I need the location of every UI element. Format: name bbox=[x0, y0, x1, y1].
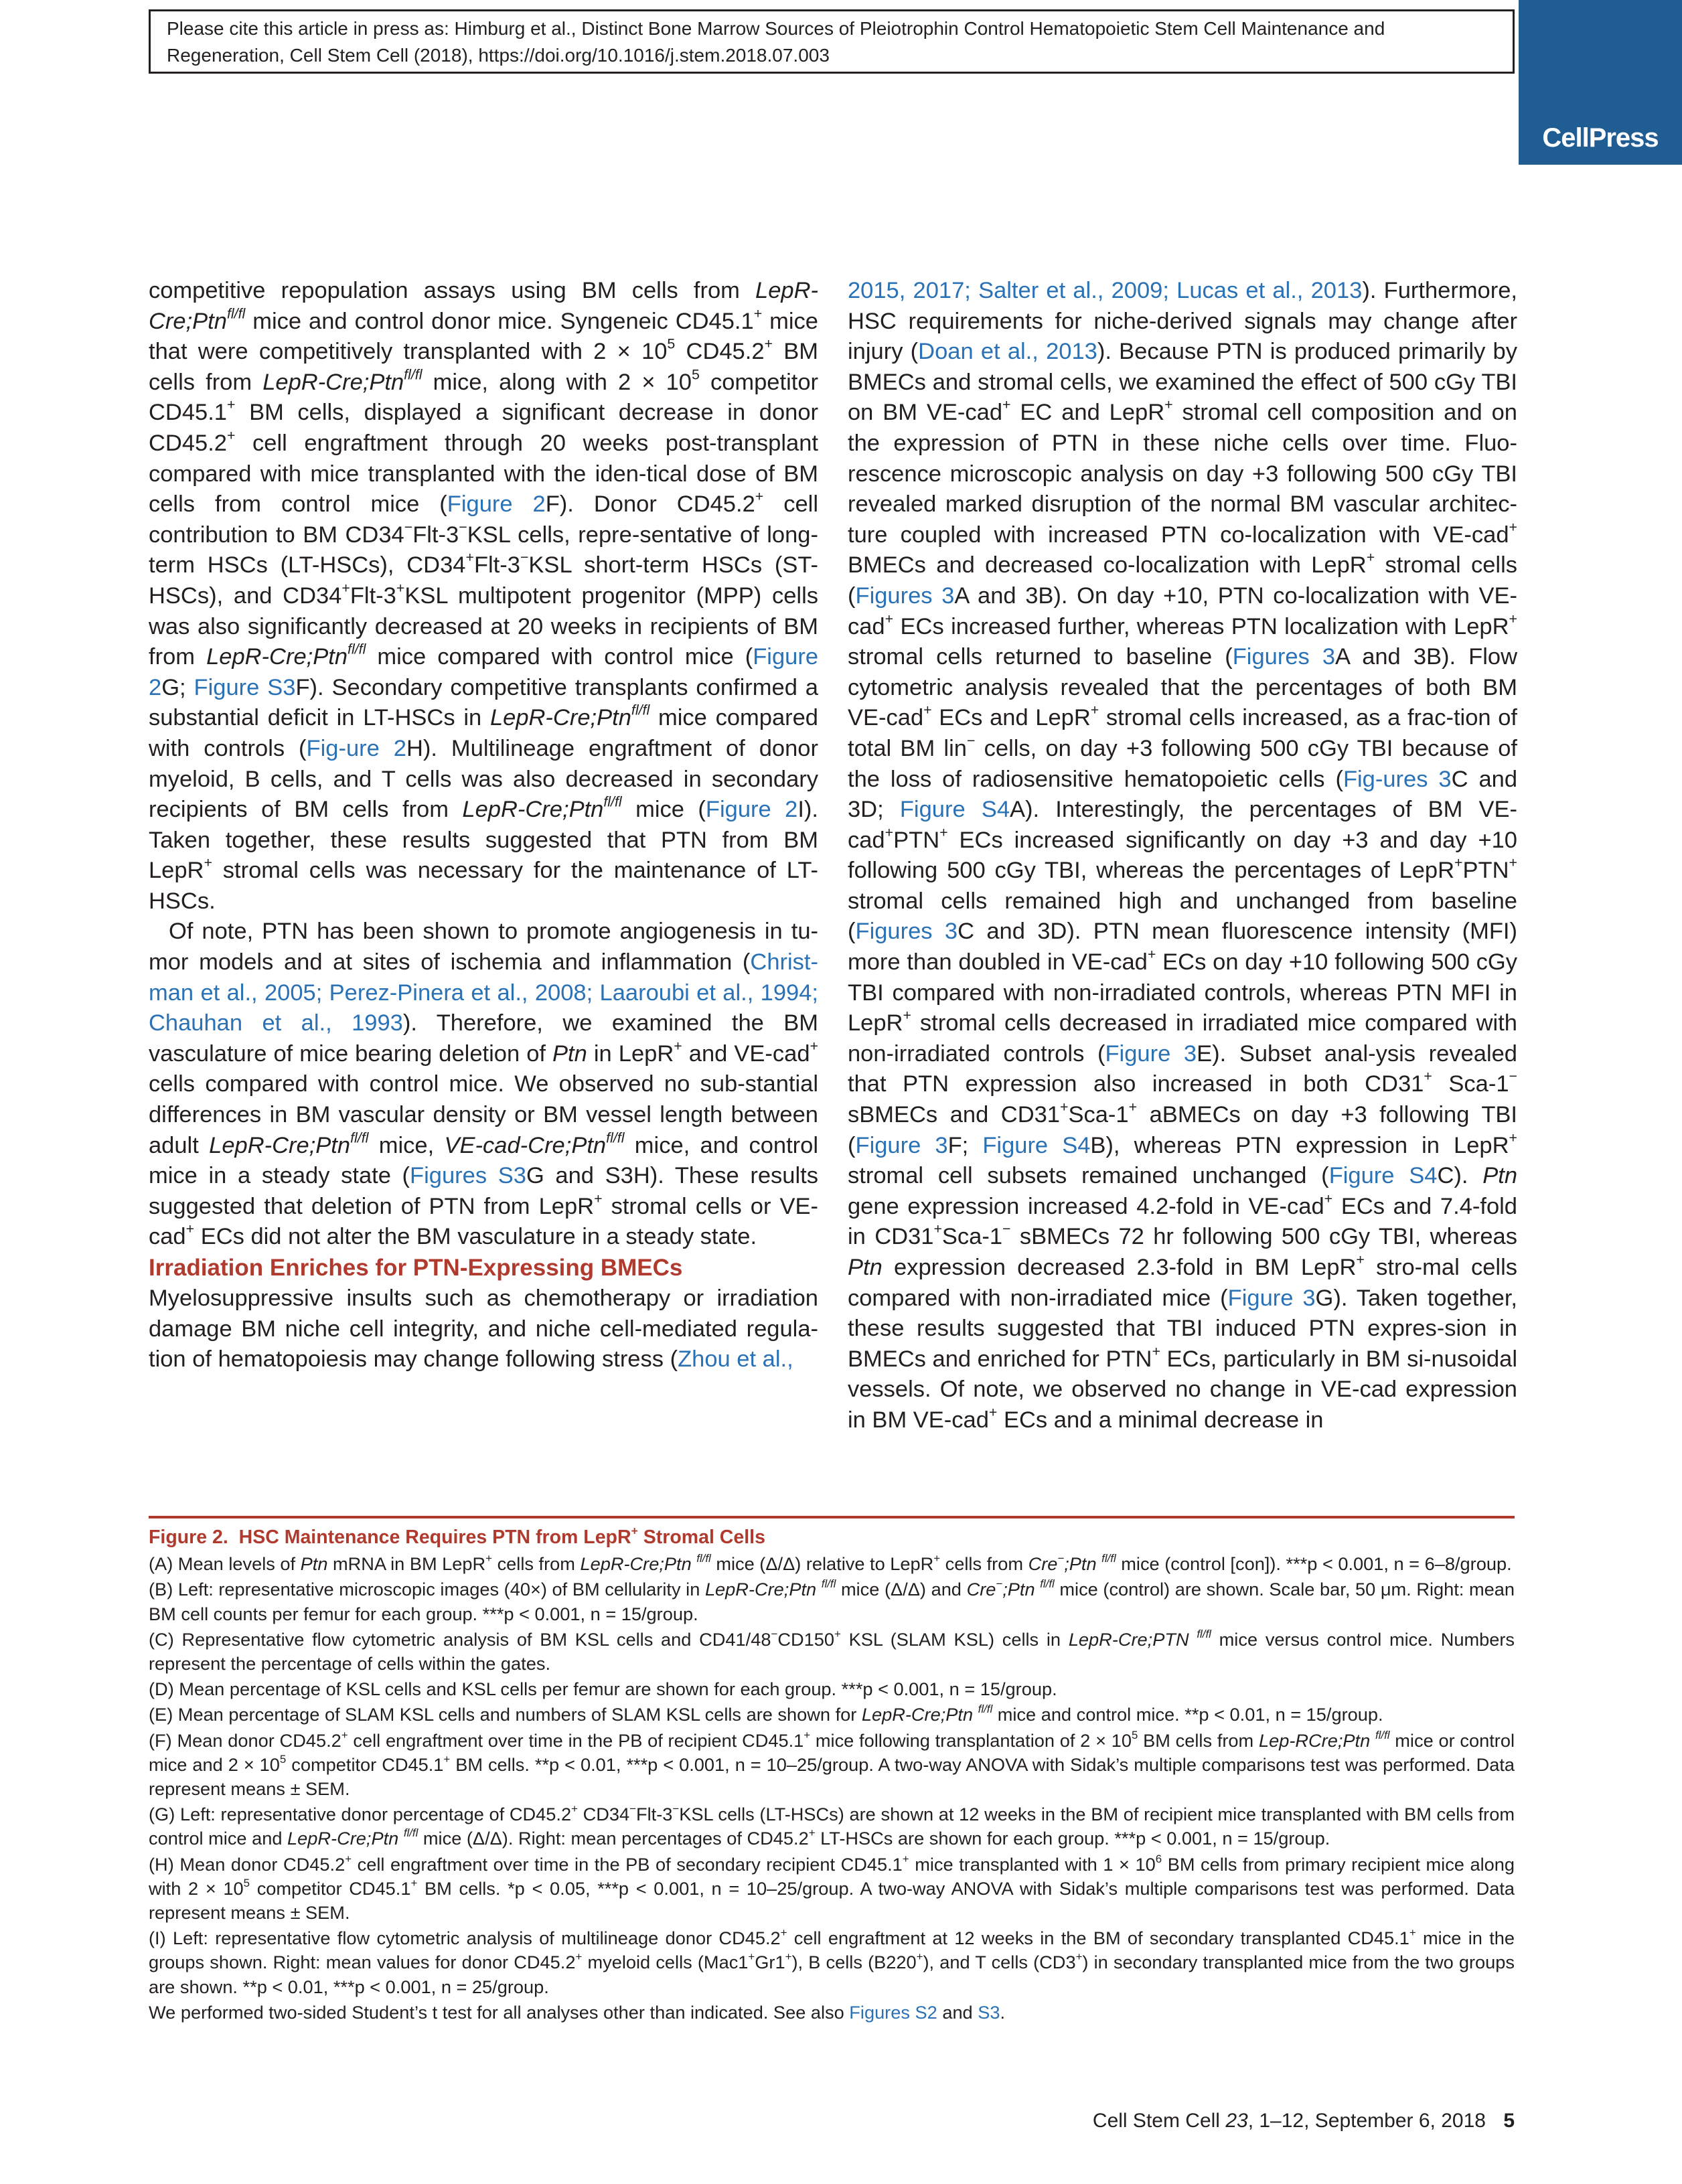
figure-link[interactable]: Figure 3 bbox=[1105, 1040, 1197, 1067]
figure-title: Figure 2. HSC Maintenance Requires PTN from LepR+ Stromal Cells bbox=[149, 1524, 765, 1548]
figure-link[interactable]: Figure 2 bbox=[447, 491, 546, 518]
figure-link[interactable]: Figures 3 bbox=[1232, 644, 1336, 670]
figure-link[interactable]: Figures 3 bbox=[855, 582, 955, 609]
reference-link[interactable]: Christ-man et al., 2005; Perez-Pinera et al., 2008; Laaroubi et al., 1994; Chauhan et al., 1993 bbox=[149, 949, 818, 1036]
pages-date: , 1–12, September 6, 2018 bbox=[1247, 2110, 1486, 2132]
paragraph: competitive repopulation assays using BM cells from LepR-Cre;Ptn$^{fl/fl}$ mice and control donor mice. Syngeneic CD45.1+ mice that were competitively transplanted with $2 \times 10^5$ CD45.2+ BM cells from LepR-Cre;Ptn$^{fl/fl}$ mice, along with $2 \times 10^5$ competitor CD45.1+ BM cells, displayed a significant decrease in donor CD45.2+ cell engraftment through 20 weeks post-transplant compared with mice transplanted with the iden-tical dose of BM cells from control mice (Figure 2F). Donor CD45.2+ cell contribution to BM CD34−Flt-3−KSL cells, repre-sentative of long-term HSCs (LT-HSCs), CD34+Flt-3−KSL short-term HSCs (ST-HSCs), and CD34+Flt-3+KSL multipotent progenitor (MPP) cells was also significantly decreased at 20 weeks in recipients of BM from LepR-Cre;Ptn$^{fl/fl}$ mice compared with control mice (Figure 2G; Figure S3F). Secondary competitive transplants confirmed a substantial deficit in LT-HSCs in LepR-Cre;Ptn$^{fl/fl}$ mice compared with controls (Fig-ure 2H). Multilineage engraftment of donor myeloid, B cells, and T cells was also decreased in secondary recipients of BM cells from LepR-Cre;Ptn$^{fl/fl}$ mice (Figure 2I). Taken together, these results suggested that PTN from BM LepR+ stromal cells was necessary for the maintenance of LT-HSCs. bbox=[149, 278, 819, 914]
reference-link[interactable]: Zhou et al., bbox=[678, 1346, 793, 1373]
figure-link[interactable]: Figure S4 bbox=[982, 1132, 1091, 1158]
paragraph: Of note, PTN has been shown to promote angiogenesis in tu-mor models and at sites of ischemia and inflammation (Christ-man et al., 2005; Perez-Pinera et al., 2008; Laaroubi et al., 1994; Chauhan et al., 1993). Therefore, we examined the BM vasculature of mice bearing deletion of Ptn in LepR+ and VE-cad+ cells compared with control mice. We observed no sub-stantial differences in BM vascular density or BM vessel length between adult LepR-Cre;Ptn$^{fl/fl}$ mice, VE-cad-Cre;Ptn$^{fl/fl}$ mice, and control mice in a steady state (Figures S3G and S3H). These results suggested that deletion of PTN from LepR+ stromal cells or VE-cad+ ECs did not alter the BM vasculature in a steady state. bbox=[149, 919, 819, 1250]
figure-link[interactable]: Fig-ures 3 bbox=[1343, 766, 1452, 792]
legend-panel-a: (A) Mean levels of Ptn mRNA in BM LepR+ cells from LepR-Cre;Ptn $^{fl/fl}$ mice (Δ/Δ) relative to LepR+ cells from Cre−;Ptn $^{fl/fl}$ mice (control [con]). ***p < 0.001, n = 6–8/group. bbox=[149, 1552, 1512, 1575]
legend-note: We performed two-sided Student’s t test for all analyses other than indicated. See also Figures S2 and S3. bbox=[149, 2001, 1006, 2023]
citation-line-2: Regeneration, Cell Stem Cell (2018), https://doi.org/10.1016/j.stem.2018.07.003 bbox=[167, 45, 830, 66]
section-heading: Irradiation Enriches for PTN-Expressing BMECs bbox=[149, 1255, 683, 1281]
page-footer bbox=[1093, 2108, 1515, 2134]
cellpress-logo bbox=[1519, 0, 1682, 165]
figure-link[interactable]: Figures 3 bbox=[855, 919, 958, 945]
figure-link[interactable]: Figures S3 bbox=[410, 1163, 526, 1189]
figure-link[interactable]: Figure 2 bbox=[149, 644, 819, 700]
legend-panel-b: (B) Left: representative microscopic images (40×) of BM cellularity in LepR-Cre;Ptn $^{fl/fl}$ mice (Δ/Δ) and Cre−;Ptn $^{fl/fl}$ mice (control) are shown. Scale bar, 50 μm. Right: mean BM cell counts per femur for each group. ***p < 0.001, n = 15/group. bbox=[149, 1577, 1515, 1624]
legend-panel-h: (H) Mean donor CD45.2+ cell engraftment over time in the PB of secondary recipient CD45.1+ mice transplanted with $1 \times 10^6$ BM cells from primary recipient mice along with $2 \times 10^5$ competitor CD45.1+ BM cells. *p < 0.05, ***p < 0.001, n = 10–25/group. A two-way ANOVA with Sidak’s multiple comparisons test was performed. Data represent means ± SEM. bbox=[149, 1852, 1515, 1924]
reference-link[interactable]: 2015, 2017; Salter et al., 2009; Lucas et al., 2013 bbox=[848, 278, 1363, 303]
reference-link[interactable]: Doan et al., 2013 bbox=[918, 339, 1097, 365]
body-column-left bbox=[149, 276, 818, 1375]
citation-box bbox=[149, 9, 1515, 74]
paragraph: Myelosuppressive insults such as chemotherapy or irradiation damage BM niche cell integrity, and niche cell-mediated regula-tion of hematopoiesis may change following stress (Zhou et al., bbox=[149, 1285, 818, 1373]
figure-link[interactable]: Figure S4 bbox=[899, 797, 1010, 823]
legend-panel-i: (I) Left: representative flow cytometric analysis of multilineage donor CD45.2+ cell engraftment at 12 weeks in the BM of secondary transplanted CD45.1+ mice in the groups shown. Right: mean values for donor CD45.2+ myeloid cells (Mac1+Gr1+), B cells (B220+), and T cells (CD3+) in secondary transplanted mice from the two groups are shown. **p < 0.01, ***p < 0.001, n = 25/group. bbox=[149, 1926, 1515, 1997]
figure-link[interactable]: Figure S4 bbox=[1328, 1163, 1438, 1189]
figure-legend-rule bbox=[149, 1516, 1515, 1518]
body-column-right bbox=[848, 276, 1517, 1436]
legend-panel-g: (G) Left: representative donor percentage of CD45.2+ CD34−Flt-3−KSL cells (LT-HSCs) are shown at 12 weeks in the BM of recipient mice transplanted with BM cells from control mice and LepR-Cre;Ptn $^{fl/fl}$ mice (Δ/Δ). Right: mean percentages of CD45.2+ LT-HSCs are shown for each group. ***p < 0.001, n = 15/group. bbox=[149, 1802, 1515, 1849]
figure-link[interactable]: Fig-ure 2 bbox=[306, 735, 406, 761]
journal-name: Cell Stem Cell bbox=[1092, 2110, 1220, 2132]
journal-volume: 23 bbox=[1225, 2110, 1248, 2132]
legend-panel-f: (F) Mean donor CD45.2+ cell engraftment over time in the PB of recipient CD45.1+ mice following transplantation of $2 \times 10^5$ BM cells from Lep-RCre;Ptn $^{fl/fl}$ mice or control mice and $2 \times 10^5$ competitor CD45.1+ BM cells. **p < 0.01, ***p < 0.001, n = 10–25/group. A two-way ANOVA with Sidak’s multiple comparisons test was performed. Data represent means ± SEM. bbox=[149, 1728, 1515, 1800]
citation-line-1: Please cite this article in press as: Himburg et al., Distinct Bone Marrow Sources of Pleiotrophin Control Hematopoietic Stem Cell Maintenance and bbox=[167, 18, 1385, 39]
legend-panel-d: (D) Mean percentage of KSL cells and KSL cells per femur are shown for each group. ***p < 0.001, n = 15/group. bbox=[149, 1679, 1057, 1700]
legend-panel-e: (E) Mean percentage of SLAM KSL cells and numbers of SLAM KSL cells are shown for LepR-Cre;Ptn $^{fl/fl}$ mice and control mice. **p < 0.01, n = 15/group. bbox=[149, 1703, 1383, 1725]
figure-link[interactable]: Figures S2 bbox=[849, 2001, 937, 2023]
figure-link[interactable]: Figure 3 bbox=[1227, 1285, 1316, 1311]
figure-legend bbox=[149, 1525, 1515, 2026]
cellpress-logo-text: CellPress bbox=[1542, 123, 1659, 153]
figure-link[interactable]: Figure S3 bbox=[194, 674, 296, 700]
figure-link[interactable]: Figure 3 bbox=[855, 1132, 948, 1158]
figure-link[interactable]: Figure 2 bbox=[705, 797, 798, 823]
page-number: 5 bbox=[1503, 2110, 1515, 2132]
paragraph: 2015, 2017; Salter et al., 2009; Lucas et al., 2013). Furthermore, HSC requirements for niche-derived signals may change after injury (Doan et al., 2013). Because PTN is produced primarily by BMECs and stromal cells, we examined the effect of 500 cGy TBI on BM VE-cad+ EC and LepR+ stromal cell composition and on the expression of PTN in these niche cells over time. Fluo-rescence microscopic analysis on day +3 following 500 cGy TBI revealed marked disruption of the normal BM vascular architec-ture coupled with increased PTN co-localization with VE-cad+ BMECs and decreased co-localization with LepR+ stromal cells (Figures 3A and 3B). On day +10, PTN co-localization with VE-cad+ ECs increased further, whereas PTN localization with LepR+ stromal cells returned to baseline (Figures 3A and 3B). Flow cytometric analysis revealed that the percentages of both BM VE-cad+ ECs and LepR+ stromal cells increased, as a frac-tion of total BM lin− cells, on day +3 following 500 cGy TBI because of the loss of radiosensitive hematopoietic cells (Fig-ures 3C and 3D; Figure S4A). Interestingly, the percentages of BM VE-cad+PTN+ ECs increased significantly on day +3 and day +10 following 500 cGy TBI, whereas the percentages of LepR+PTN+ stromal cells remained high and unchanged from baseline (Figures 3C and 3D). PTN mean fluorescence intensity (MFI) more than doubled in VE-cad+ ECs on day +10 following 500 cGy TBI compared with non-irradiated controls, whereas PTN MFI in LepR+ stromal cells decreased in irradiated mice compared with non-irradiated controls (Figure 3E). Subset anal-ysis revealed that PTN expression also increased in both CD31+ Sca-1− sBMECs and CD31+Sca-1+ aBMECs on day +3 following TBI (Figure 3F; Figure S4B), whereas PTN expression in LepR+ stromal cell subsets remained unchanged (Figure S4C). Ptn gene expression increased 4.2-fold in VE-cad+ ECs and 7.4-fold in CD31+Sca-1− sBMECs 72 hr following 500 cGy TBI, whereas Ptn expression decreased 2.3-fold in BM LepR+ stro-mal cells compared with non-irradiated mice (Figure 3G). Taken together, these results suggested that TBI induced PTN expres-sion in BMECs and enriched for PTN+ ECs, particularly in BM si-nusoidal vessels. Of note, we observed no change in VE-cad expression in BM VE-cad+ ECs and a minimal decrease in bbox=[848, 278, 1518, 1433]
legend-panel-c: (C) Representative flow cytometric analysis of BM KSL cells and CD41/48−CD150+ KSL (SLAM KSL) cells in LepR-Cre;PTN $^{fl/fl}$ mice versus control mice. Numbers represent the percentage of cells within the gates. bbox=[149, 1627, 1515, 1674]
figure-link[interactable]: S3 bbox=[978, 2001, 1000, 2023]
